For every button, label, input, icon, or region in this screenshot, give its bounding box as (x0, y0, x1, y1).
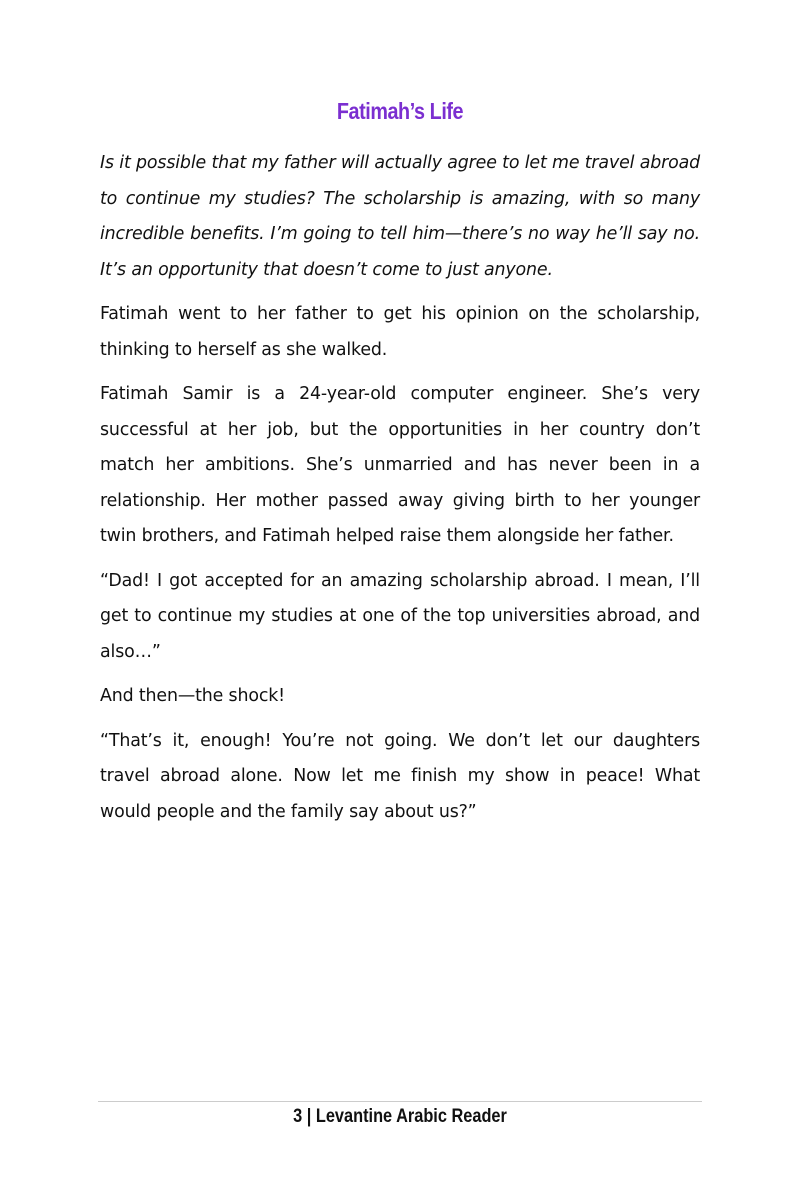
footer-divider (98, 1101, 702, 1102)
narration-paragraph: And then—the shock! (100, 686, 285, 706)
dialogue-paragraph: “Dad! I got accepted for an amazing scholarship abroad. I mean, I’ll get to continue my studies at one of the top universities abroad, and also…” (100, 570, 700, 662)
dialogue-paragraph: “That’s it, enough! You’re not going. We don’t let our daughters travel abroad alone. Now let me finish my show in peace! What would people and the family say about us?” (100, 730, 700, 822)
character-intro-paragraph: Fatimah Samir is a 24-year-old computer engineer. She’s very successful at her job, but the opportunities in her country don’t match her ambitions. She’s unmarried and has never been in a relationship. Her mother passed away giving birth to her younger twin brothers, and Fatimah helped raise them alongside her father. (100, 384, 700, 546)
story-body (100, 146, 700, 839)
inner-thought-paragraph: Is it possible that my father will actually agree to let me travel abroad to continue my studies? The scholarship is amazing, with so many incredible benefits. I’m going to tell him—there’s no way he’ll say no. It’s an opportunity that doesn’t come to just anyone. (100, 153, 700, 280)
footer-separator: | (306, 1106, 312, 1127)
page-footer (56, 1106, 744, 1128)
page-title: Fatimah’s Life (336, 98, 464, 124)
book-title: Levantine Arabic Reader (315, 1106, 507, 1127)
narration-paragraph: Fatimah went to her father to get his opinion on the scholarship, thinking to herself as she walked. (100, 304, 700, 360)
page-number: 3 (293, 1106, 303, 1127)
